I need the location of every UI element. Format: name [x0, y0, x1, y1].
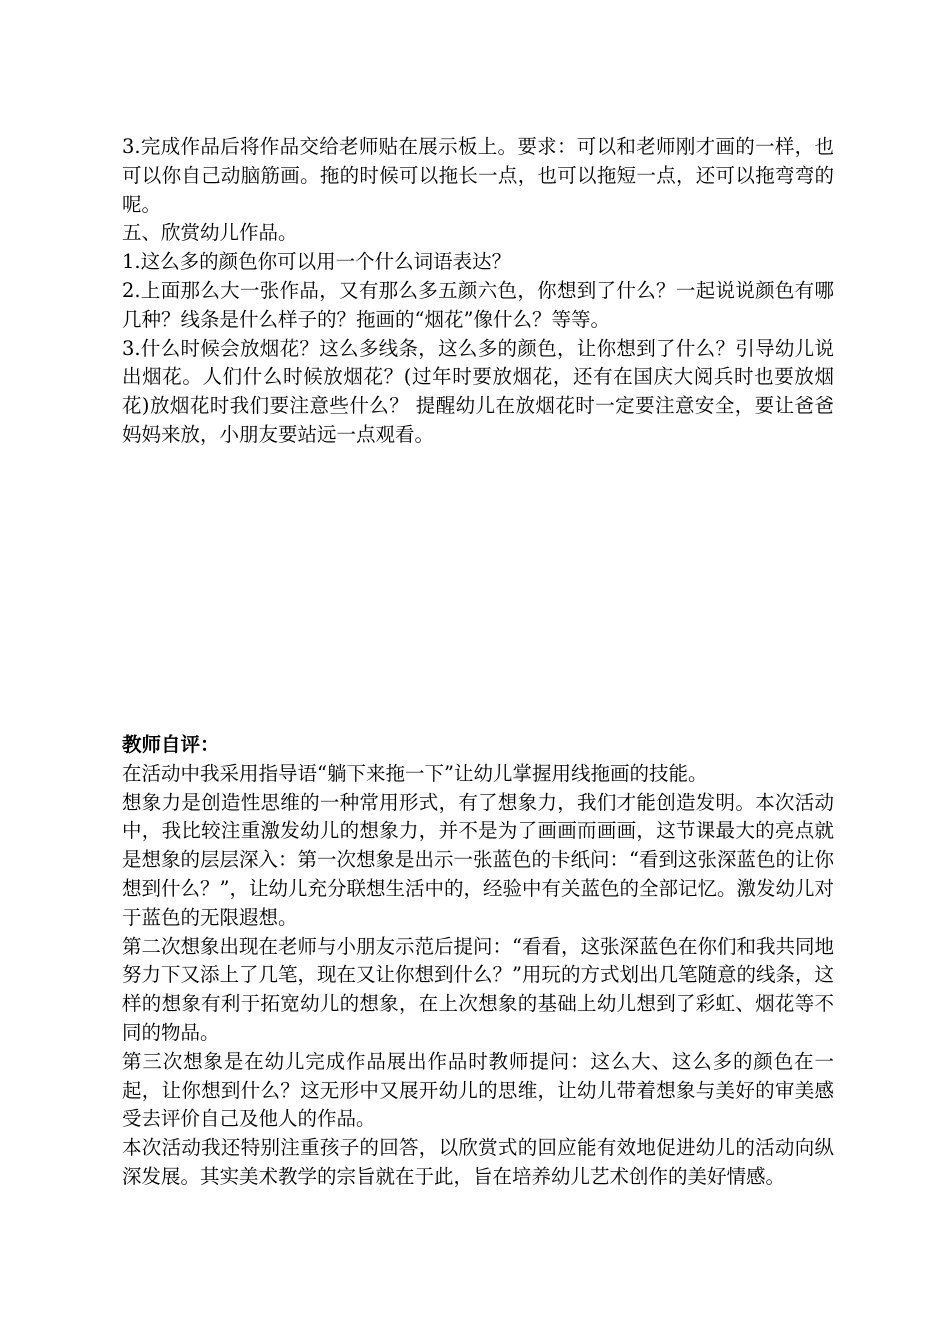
section-five-heading: 五、欣赏幼儿作品。 [122, 221, 298, 245]
question-1-paragraph: 1.这么多的颜色你可以用一个什么词语表达？ [122, 250, 512, 274]
step-3-paragraph: 3.完成作品后将作品交给老师贴在展示板上。要求：可以和老师刚才画的一样，也可以你自己动脑筋画。拖的时候可以拖长一点，也可以拖短一点，还可以拖弯弯的呢。 [122, 135, 834, 216]
review-paragraph: 想象力是创造性思维的一种常用形式，有了想象力，我们才能创造发明。本次活动中，我比较注重激发幼儿的想象力，并不是为了画画而画画，这节课最大的亮点就是想象的层层深入：第一次想象是出示一张蓝色的卡纸问：“看到这张深蓝色的让你想到什么？”，让幼儿充分联想生活中的，经验中有关蓝色的全部记忆。激发幼儿对于蓝色的无限遐想。 [122, 790, 834, 929]
review-paragraph: 本次活动我还特别注重孩子的回答，以欣赏式的回应能有效地促进幼儿的活动向纵深发展。其实美术教学的宗旨就在于此，旨在培养幼儿艺术创作的美好情感。 [122, 1136, 834, 1188]
teacher-review-title: 教师自评： [122, 733, 220, 756]
review-paragraph: 第二次想象出现在老师与小朋友示范后提问：“看看，这张深蓝色在你们和我共同地努力下又添上了几笔，现在又让你想到什么？”用玩的方式划出几笔随意的线条，这样的想象有利于拓宽幼儿的想象，在上次想象的基础上幼儿想到了彩虹、烟花等不同的物品。 [122, 934, 834, 1044]
activity-steps-section [122, 133, 834, 450]
question-3-paragraph: 3.什么时候会放烟花？这么多线条，这么多的颜色，让你想到了什么？引导幼儿说出烟花。人们什么时候放烟花？(过年时要放烟花，还有在国庆大阅兵时也要放烟花)放烟花时我们要注意些什么？ 提醒幼儿在放烟花时一定要注意安全，要让爸爸妈妈来放，小朋友要站远一点观看。 [122, 336, 834, 446]
question-2-paragraph: 2.上面那么大一张作品，又有那么多五颜六色，你想到了什么？一起说说颜色有哪几种？线条是什么样子的？拖画的“烟花”像什么？等等。 [122, 278, 834, 331]
review-paragraph: 在活动中我采用指导语“躺下来拖一下”让幼儿掌握用线拖画的技能。 [122, 761, 708, 785]
review-paragraph: 第三次想象是在幼儿完成作品展出作品时教师提问：这么大、这么多的颜色在一起，让你想到什么？这无形中又展开幼儿的思维，让幼儿带着想象与美好的审美感受去评价自己及他人的作品。 [122, 1049, 834, 1131]
teacher-review-section [122, 731, 834, 1192]
